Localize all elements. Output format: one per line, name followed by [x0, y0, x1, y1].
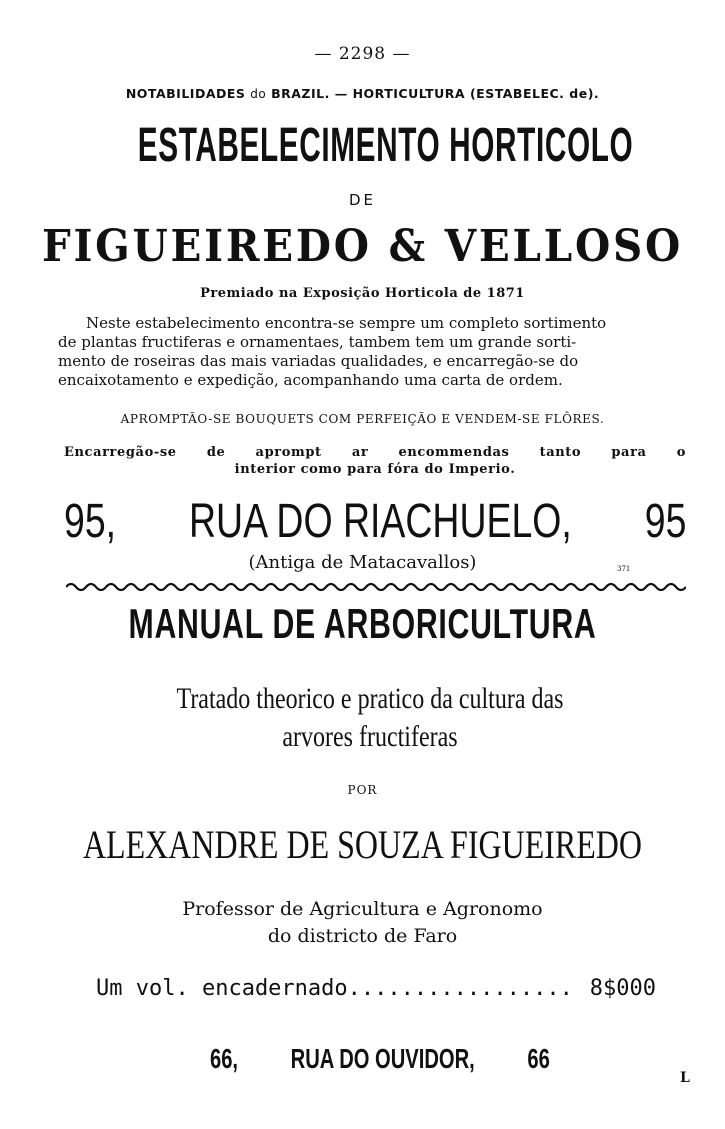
by-label: POR — [347, 783, 378, 797]
address-number-left: 95, — [64, 495, 117, 548]
title-de: DE — [348, 191, 377, 209]
address-note: (Antiga de Matacavallos) — [248, 552, 477, 573]
orders-notice — [64, 444, 686, 478]
book-subtitle-line: arvores fructiferas — [282, 720, 458, 753]
address-number-left: 66, — [210, 1043, 239, 1074]
bouquets-line: APROMPTÃO-SE BOUQUETS COM PERFEIÇÃO E VENDEM-SE FLÔRES. — [120, 412, 605, 426]
establishment-title: ESTABELECIMENTO HORTICOLO — [137, 119, 634, 172]
author-role — [0, 896, 725, 950]
address-number-right: 66 — [527, 1043, 550, 1074]
paragraph-line: mento de roseiras das mais variadas qualidades, e encarregão-se do — [58, 352, 579, 370]
orders-line: Encarregão-se de aprompt ar encommendas tanto para o — [64, 445, 686, 460]
author-role-line: Professor de Agricultura e Agronomo — [182, 898, 543, 920]
description-paragraph — [58, 314, 690, 390]
price-line — [96, 972, 656, 1006]
paragraph-line: encaixotamento e expedição, acompanhando uma carta de ordem. — [58, 371, 563, 389]
orders-line: interior como para fóra do Imperio. — [234, 462, 516, 477]
signature-mark: L — [680, 1070, 690, 1086]
paragraph-line: de plantas fructiferas e ornamentaes, tambem tem um grande sorti- — [58, 333, 577, 351]
book-title: MANUAL DE ARBORICULTURA — [128, 600, 597, 647]
paragraph-line: Neste estabelecimento encontra-se sempre um completo sortimento — [86, 314, 607, 332]
running-head — [0, 86, 725, 101]
author-role-line: do districto de Faro — [267, 925, 458, 947]
tiny-mark: 371 — [617, 565, 631, 573]
wavy-rule — [66, 580, 686, 594]
firm-name: FIGUEIREDO & VELLOSO — [41, 221, 684, 272]
address-number-right: 95 — [644, 495, 687, 548]
book-subtitle — [80, 680, 660, 756]
running-head-part3: BRAZIL. — HORTICULTURA (ESTABELEC. — [271, 86, 565, 101]
running-head-part1: NOTABILIDADES — [125, 86, 246, 101]
award-line: Premiado na Exposição Horticola de 1871 — [200, 286, 525, 301]
running-head-part2: do — [250, 87, 267, 101]
price-value: 8$000 — [589, 976, 656, 1001]
address-street: RUA DO OUVIDOR, — [290, 1043, 475, 1074]
running-head-part4: de). — [569, 86, 600, 101]
book-subtitle-line: Tratado theorico e pratico da cultura das — [176, 682, 564, 715]
page-number: — 2298 — — [314, 44, 411, 64]
address-riachuelo — [64, 492, 686, 552]
address-street: RUA DO RIACHUELO, — [189, 495, 572, 548]
price-label: Um vol. encadernado................. — [96, 976, 573, 1001]
address-ouvidor — [210, 1040, 550, 1078]
author-name: ALEXANDRE DE SOUZA FIGUEIREDO — [82, 822, 643, 867]
